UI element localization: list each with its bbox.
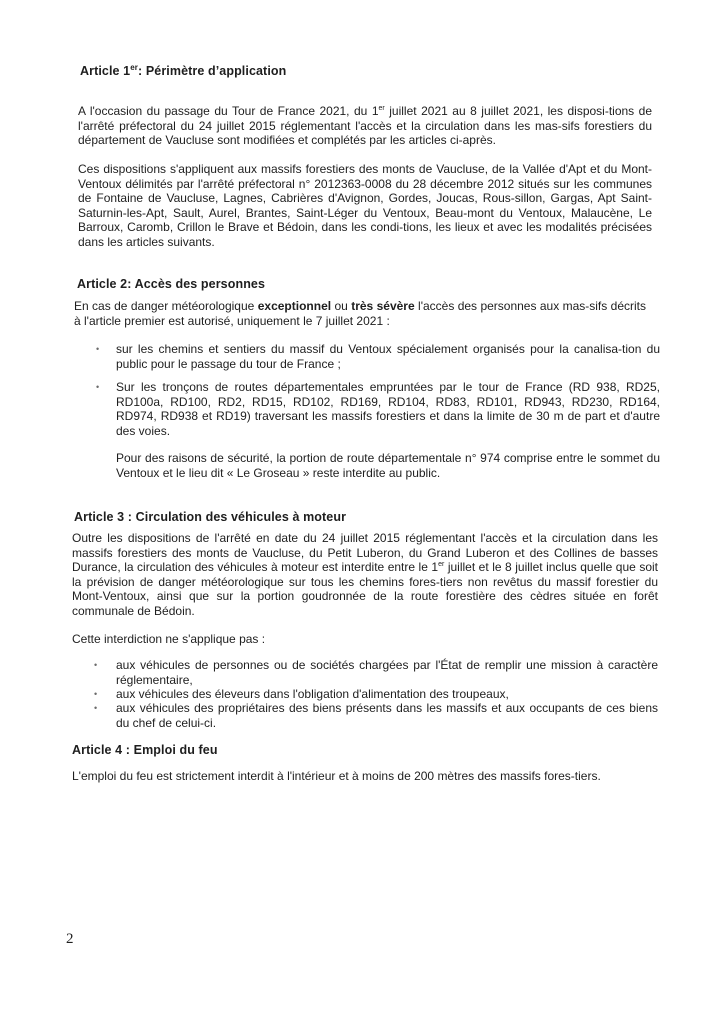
bullet-icon: • xyxy=(96,382,100,392)
article-2-bullet-1: sur les chemins et sentiers du massif du Ventoux spécialement organisés pour la canalisa-tion du public pour le passage du tour de France ; xyxy=(116,342,660,371)
article-4-heading: Article 4 : Emploi du feu xyxy=(72,743,218,757)
article-2-security-note: Pour des raisons de sécurité, la portion de route départementale n° 974 comprise entre le sommet du Ventoux et le lieu dit « Le Groseau » reste interdite au public. xyxy=(116,451,660,480)
article-3-heading: Article 3 : Circulation des véhicules à moteur xyxy=(74,510,347,524)
page-number: 2 xyxy=(66,931,74,947)
article-2-intro-part-b: l'accès des personnes aux mas-sifs décrits à l'article premier est autorisé, uniquement le 7 juillet 2021 : xyxy=(74,299,646,328)
article-1-p1-part-b: juillet 2021 au 8 juillet 2021, les disposi-tions de l'arrêté préfectoral du 24 juillet 2015 réglementant l'accès et la circulation dans les mas-sifs forestiers du département de Vaucluse sont modifiées et complétés par les articles ci-après. xyxy=(78,104,653,148)
article-1-heading-sup: er xyxy=(130,62,138,72)
article-3-bullet-1: aux véhicules de personnes ou de sociétés chargées par l'État de remplir une mission à caractère réglementaire, xyxy=(116,658,658,687)
article-3-bullet-3: aux véhicules des propriétaires des biens présents dans les massifs et aux occupants de ces biens du chef de celui-ci. xyxy=(116,701,658,730)
bullet-icon: • xyxy=(94,689,98,699)
article-2-intro-bold-1: exceptionnel xyxy=(257,299,332,313)
article-2-heading: Article 2: Accès des personnes xyxy=(77,277,266,291)
article-1-p1-sup: er xyxy=(378,105,385,112)
article-1-paragraph-1 xyxy=(78,104,652,148)
bullet-icon: • xyxy=(94,660,98,670)
article-4-paragraph-1: L'emploi du feu est strictement interdit à l'intérieur et à moins de 200 mètres des massifs fores-tiers. xyxy=(72,769,601,783)
article-1-heading-text: Article 1 xyxy=(80,64,131,78)
article-2-bullet-2: Sur les tronçons de routes départementales empruntées par le tour de France (RD 938, RD25, RD100a, RD100, RD2, RD15, RD102, RD169, RD104, RD83, RD101, RD943, RD230, RD164, RD974, RD938 et RD19) traversant les massifs forestiers et dans la limite de 30 m de part et d'autre des voies. xyxy=(116,380,660,438)
article-1-heading-title: : Périmètre d’application xyxy=(138,64,287,78)
article-3-paragraph-1 xyxy=(72,531,658,619)
article-2-intro-mid: ou xyxy=(331,299,352,313)
bullet-icon: • xyxy=(94,703,98,713)
article-3-p1-part-b: juillet et le 8 juillet inclus quelle que soit la prévision de danger météorologique sur tous les chemins fores-tiers non revêtus du massif forestier du Mont-Ventoux, ainsi que sur la portion goudronnée de la route forestière des cèdres située en forêt communale de Bédoin. xyxy=(72,560,658,618)
article-1-heading xyxy=(80,64,286,78)
bullet-icon: • xyxy=(96,344,100,354)
article-3-p1-sup: er xyxy=(438,561,445,569)
article-3-paragraph-2: Cette interdiction ne s'applique pas : xyxy=(72,632,266,646)
article-2-intro xyxy=(74,299,646,328)
article-2-intro-bold-2: très sévère xyxy=(351,299,415,313)
article-1-paragraph-2: Ces dispositions s'appliquent aux massifs forestiers des monts de Vaucluse, de la Vallée d'Apt et du Mont-Ventoux délimités par l'arrêté préfectoral n° 2012363-0008 du 28 décembre 2012 situés sur les communes de Fontaine de Vaucluse, Lagnes, Cabrières d'Avignon, Gordes, Joucas, Rous-sillon, Gargas, Apt Saint-Saturnin-les-Apt, Sault, Aurel, Brantes, Saint-Léger du Ventoux, Beau-mont du Ventoux, Malaucène, Le Barroux, Caromb, Crillon le Brave et Bédoin, dans les condi-tions, les lieux et avec les modalités précisées dans les articles suivants. xyxy=(78,162,652,249)
article-3-bullet-2: aux véhicules des éleveurs dans l'obligation d'alimentation des troupeaux, xyxy=(116,687,509,701)
article-2-intro-part-a: En cas de danger météorologique xyxy=(74,299,258,313)
article-3-p1-part-a: Outre les dispositions de l'arrêté en date du 24 juillet 2015 réglementant l'accès et la circulation dans les massifs forestiers des monts de Vaucluse, du Petit Luberon, du Grand Luberon et des Collines de basses Durance, la circulation des véhicules à moteur est interdite entre le 1 xyxy=(72,531,658,575)
article-1-p1-part-a: A l'occasion du passage du Tour de France 2021, du 1 xyxy=(78,104,379,118)
